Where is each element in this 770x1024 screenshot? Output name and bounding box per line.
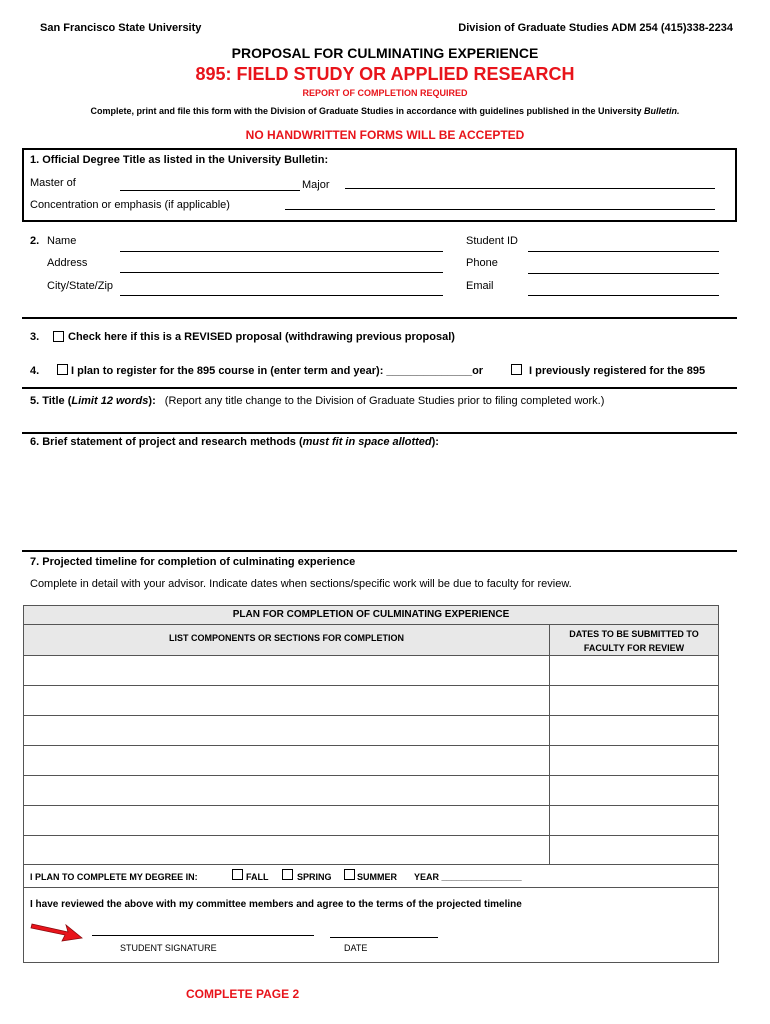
plan-component-cell[interactable] xyxy=(23,715,550,746)
plan-date-cell[interactable] xyxy=(549,805,719,836)
revised-label: Check here if this is a REVISED proposal (withdrawing previous proposal) xyxy=(68,331,455,343)
section5-heading-start: 5. Title ( xyxy=(30,395,72,407)
date-label: DATE xyxy=(344,943,368,953)
section4-divider xyxy=(22,387,737,389)
phone-field[interactable] xyxy=(528,273,719,274)
section7-instructions: Complete in detail with your advisor. Indicate dates when sections/specific work will be due to faculty for review. xyxy=(30,578,572,590)
previously-registered-label: I previously registered for the 895 xyxy=(529,365,706,377)
fall-checkbox[interactable] xyxy=(232,869,243,880)
email-field[interactable] xyxy=(528,295,719,296)
date-field[interactable] xyxy=(330,937,438,938)
summer-checkbox[interactable] xyxy=(344,869,355,880)
section2-divider xyxy=(22,317,737,319)
plan-component-cell[interactable] xyxy=(23,805,550,836)
email-label: Email xyxy=(466,280,494,292)
section1-left-border xyxy=(22,148,24,221)
plan-component-cell[interactable] xyxy=(23,685,550,716)
student-signature-label: STUDENT SIGNATURE xyxy=(120,943,217,953)
spring-label: SPRING xyxy=(297,872,332,882)
section6-heading-end: ): xyxy=(431,436,439,448)
section5-heading-limit: Limit 12 words xyxy=(71,395,149,407)
master-of-field[interactable] xyxy=(120,190,300,191)
summer-label: SUMMER xyxy=(357,872,397,882)
warning-text: NO HANDWRITTEN FORMS WILL BE ACCEPTED xyxy=(245,128,525,142)
agreement-statement: I have reviewed the above with my committee members and agree to the terms of the projected timeline xyxy=(30,899,522,910)
section4-number: 4. xyxy=(30,365,40,377)
section7-heading: 7. Projected timeline for completion of culminating experience xyxy=(30,556,356,568)
phone-label: Phone xyxy=(466,257,498,269)
plan-date-cell[interactable] xyxy=(549,655,719,686)
name-field[interactable] xyxy=(120,251,443,252)
plan-date-cell[interactable] xyxy=(549,775,719,806)
section6-heading xyxy=(30,436,439,448)
plan-date-cell[interactable] xyxy=(549,745,719,776)
plan-date-cell[interactable] xyxy=(549,715,719,746)
course-title: 895: FIELD STUDY OR APPLIED RESEARCH xyxy=(195,64,575,84)
section5-heading xyxy=(30,395,604,407)
section2-number: 2. xyxy=(30,235,40,247)
section6-divider xyxy=(22,550,737,552)
plan-date-cell[interactable] xyxy=(549,835,719,866)
plan-col1-header: LIST COMPONENTS OR SECTIONS FOR COMPLETION xyxy=(168,633,404,643)
plan-col2-header-cell xyxy=(549,624,719,656)
complete-page-2: COMPLETE PAGE 2 xyxy=(186,987,300,1001)
previously-registered-checkbox[interactable] xyxy=(511,364,522,375)
student-id-label: Student ID xyxy=(466,235,518,247)
city-state-zip-field[interactable] xyxy=(120,295,443,296)
section1-bottom-border xyxy=(22,220,737,222)
plan-date-cell[interactable] xyxy=(549,685,719,716)
spring-checkbox[interactable] xyxy=(282,869,293,880)
instructions-bulletin: Bulletin. xyxy=(644,106,680,116)
section6-heading-italic: must fit in space allotted xyxy=(302,436,432,448)
university-name: San Francisco State University xyxy=(40,22,202,34)
section1-right-border xyxy=(735,148,737,221)
section6-heading-start: 6. Brief statement of project and research methods ( xyxy=(30,436,303,448)
student-id-field[interactable] xyxy=(528,251,719,252)
arrow-icon xyxy=(30,918,84,944)
plan-component-cell[interactable] xyxy=(23,835,550,866)
title-field[interactable] xyxy=(30,410,730,432)
proposal-title: PROPOSAL FOR CULMINATING EXPERIENCE xyxy=(231,45,539,61)
concentration-label: Concentration or emphasis (if applicable) xyxy=(30,199,230,211)
section3-number: 3. xyxy=(30,331,40,343)
city-state-zip-label: City/State/Zip xyxy=(47,280,114,292)
plan-col1-header-cell xyxy=(23,624,550,656)
fall-label: FALL xyxy=(246,872,269,882)
year-label: YEAR ________________ xyxy=(414,872,522,882)
major-field[interactable] xyxy=(345,188,715,189)
plan-component-cell[interactable] xyxy=(23,655,550,686)
instructions-main: Complete, print and file this form with the Division of Graduate Studies in accordance with guidelines published in the University xyxy=(90,106,642,116)
address-label: Address xyxy=(47,257,88,269)
plan-col2-header-line1: DATES TO BE SUBMITTED TO xyxy=(569,629,699,639)
plan-col2-header-line2: FACULTY FOR REVIEW xyxy=(583,643,685,653)
degree-plan-label: I PLAN TO COMPLETE MY DEGREE IN: xyxy=(30,872,198,882)
plan-component-cell[interactable] xyxy=(23,745,550,776)
plan-register-label: I plan to register for the 895 course in (enter term and year): ______________or xyxy=(71,365,484,377)
section1-heading: 1. Official Degree Title as listed in the University Bulletin: xyxy=(30,154,329,166)
section5-heading-end: ): xyxy=(148,395,156,407)
instructions-text xyxy=(0,106,770,116)
revised-checkbox[interactable] xyxy=(53,331,64,342)
plan-table-title-cell xyxy=(23,605,719,625)
name-label: Name xyxy=(47,235,77,247)
major-label: Major xyxy=(302,179,330,191)
section5-note: (Report any title change to the Division of Graduate Studies prior to filing completed work.) xyxy=(164,395,605,407)
plan-col2-header xyxy=(550,625,718,655)
concentration-field[interactable] xyxy=(285,209,715,210)
section1-top-border xyxy=(22,148,737,150)
plan-register-checkbox[interactable] xyxy=(57,364,68,375)
address-field[interactable] xyxy=(120,272,443,273)
master-of-label: Master of xyxy=(30,177,76,189)
report-required: REPORT OF COMPLETION REQUIRED xyxy=(302,88,468,98)
plan-table-title: PLAN FOR COMPLETION OF CULMINATING EXPERIENCE xyxy=(232,609,510,620)
division-contact: Division of Graduate Studies ADM 254 (415)338-2234 xyxy=(458,22,733,34)
plan-component-cell[interactable] xyxy=(23,775,550,806)
student-signature-field[interactable] xyxy=(92,935,314,936)
section5-divider xyxy=(22,432,737,434)
project-statement-field[interactable] xyxy=(30,452,730,548)
